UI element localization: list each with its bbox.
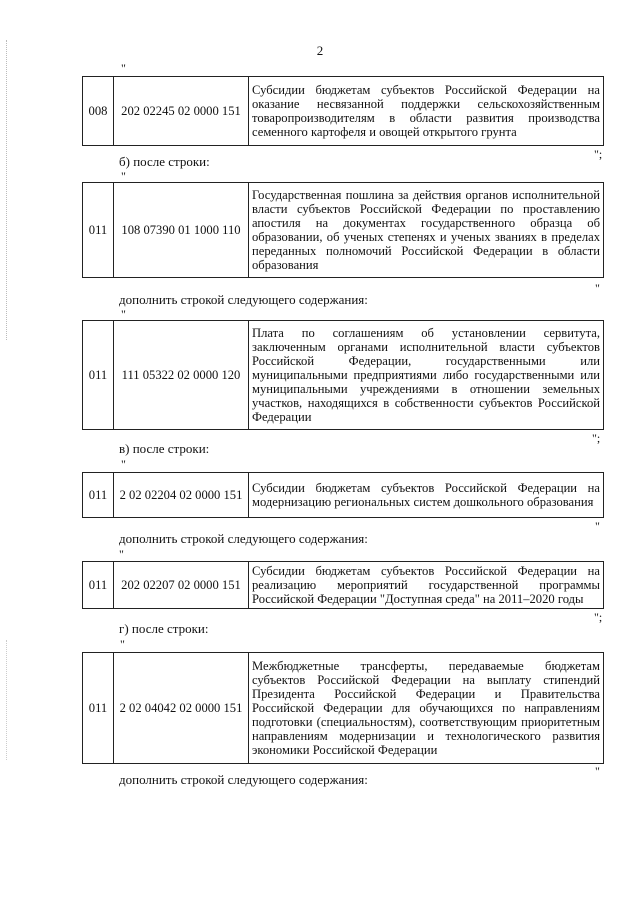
add-row-label: дополнить строкой следующего содержания: — [119, 531, 368, 546]
quote-open: " — [121, 169, 126, 183]
admin-code: 008 — [83, 77, 114, 146]
section-label-g: г) после строки: — [119, 621, 209, 636]
margin-binding-dots — [6, 640, 7, 760]
add-row-label: дополнить строкой следующего содержания: — [119, 292, 368, 307]
revenue-name: Плата по соглашениям об установлении сервитута, заключенным органами исполнительной власти субъектов Российской Федерации, государственными или муниципальными предприятиями либо государственными или муниципальными учреждениями в отношении земельных участков, находящихся в собственности субъектов Российской Федерации — [249, 321, 604, 430]
section-label-b: б) после строки: — [119, 154, 210, 169]
table-row — [82, 76, 604, 146]
add-row-label: дополнить строкой следующего содержания: — [119, 772, 368, 787]
admin-code: 011 — [83, 653, 114, 764]
margin-binding-dots — [6, 40, 7, 340]
revenue-name: Субсидии бюджетам субъектов Российской Федерации на оказание несвязанной поддержки сельскохозяйственным товаропроизводителям в области развития производства семенного картофеля и овощей открытого грунта — [249, 77, 604, 146]
admin-code: 011 — [83, 562, 114, 609]
table-row — [82, 652, 604, 764]
kbk-code: 202 02207 02 0000 151 — [114, 562, 249, 609]
kbk-code: 2 02 04042 02 0000 151 — [114, 653, 249, 764]
quote-open: " — [121, 61, 126, 75]
table-row — [82, 182, 604, 278]
section-label-v: в) после строки: — [119, 441, 210, 456]
table-row — [82, 561, 604, 609]
quote-close: " — [595, 519, 600, 533]
quote-open: " — [121, 307, 126, 321]
quote-close: "; — [594, 610, 603, 624]
kbk-code: 108 07390 01 1000 110 — [114, 183, 249, 278]
table-row — [82, 320, 604, 430]
kbk-code: 202 02245 02 0000 151 — [114, 77, 249, 146]
quote-close: " — [595, 764, 600, 778]
admin-code: 011 — [83, 183, 114, 278]
quote-close: "; — [592, 431, 601, 445]
admin-code: 011 — [83, 473, 114, 518]
revenue-name: Межбюджетные трансферты, передаваемые бюджетам субъектов Российской Федерации на выплату стипендий Президента Российской Федерации и Правительства Российской Федерации для обучающихся по направлениям подготовки (специальностям), соответствующим приоритетным направлениям модернизации и технологического развития экономики Российской Федерации — [249, 653, 604, 764]
kbk-code: 2 02 02204 02 0000 151 — [114, 473, 249, 518]
table-row — [82, 472, 604, 518]
quote-close: " — [595, 281, 600, 295]
page-number: 2 — [316, 43, 324, 58]
revenue-name: Государственная пошлина за действия органов исполнительной власти субъектов Российской Федерации по проставлению апостиля на документах государственного образца об образовании, об ученых степенях и ученых званиях в пределах переданных полномочий Российской Федерации в области образования — [249, 183, 604, 278]
quote-open: " — [119, 547, 124, 561]
quote-close: "; — [594, 147, 603, 161]
quote-open: " — [121, 457, 126, 471]
revenue-name: Субсидии бюджетам субъектов Российской Федерации на модернизацию региональных систем дошкольного образования — [249, 473, 604, 518]
kbk-code: 111 05322 02 0000 120 — [114, 321, 249, 430]
quote-open: " — [120, 637, 125, 651]
admin-code: 011 — [83, 321, 114, 430]
revenue-name: Субсидии бюджетам субъектов Российской Федерации на реализацию мероприятий государственной программы Российской Федерации "Доступная среда" на 2011–2020 годы — [249, 562, 604, 609]
